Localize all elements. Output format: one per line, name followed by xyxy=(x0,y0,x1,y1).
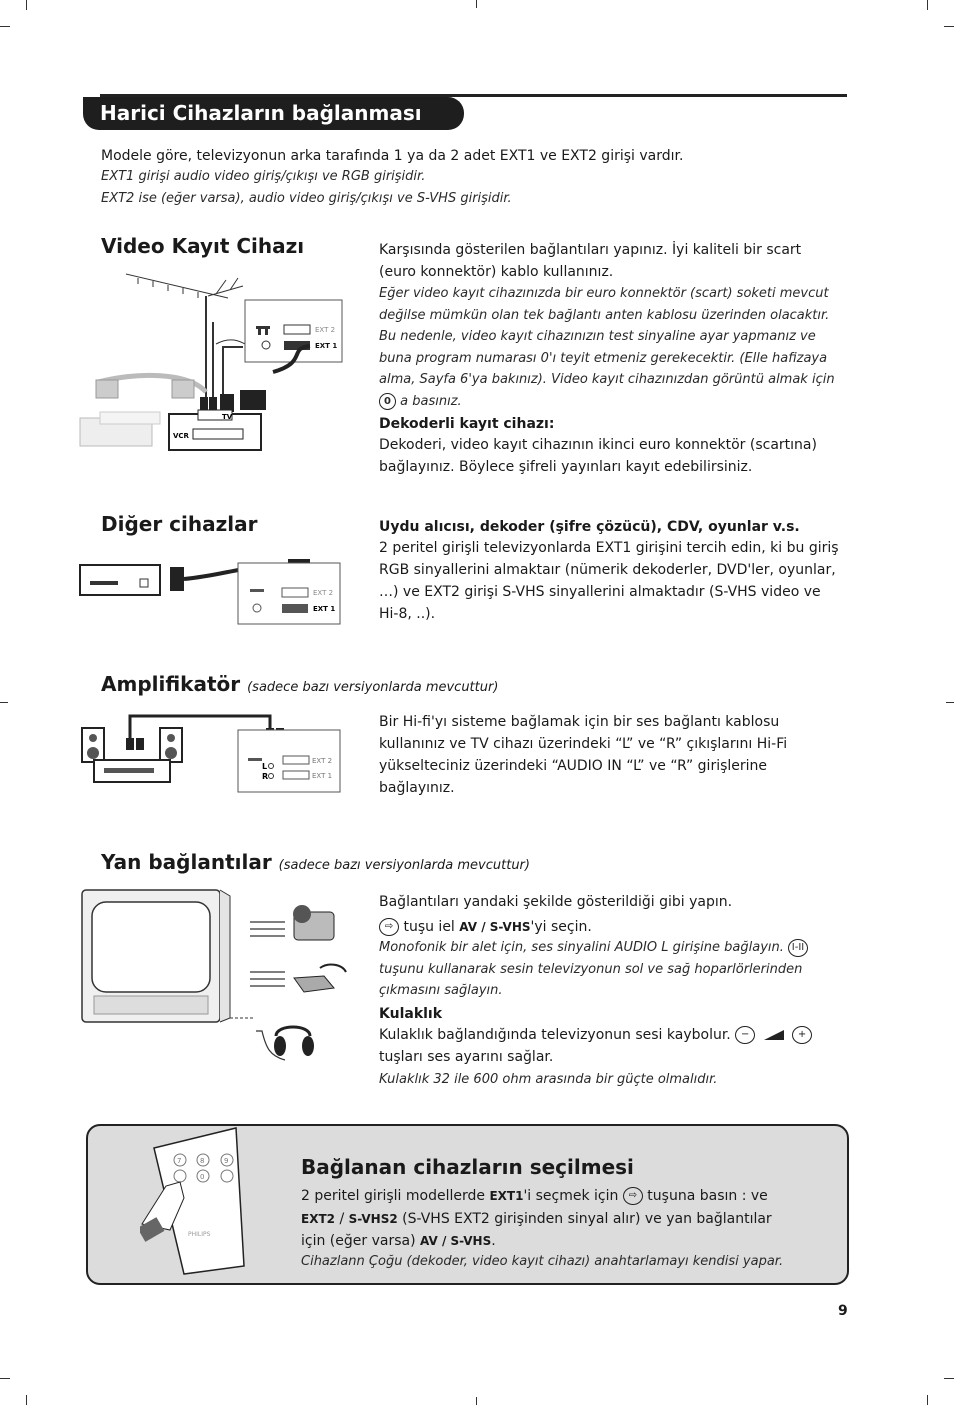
diagram-ext2-label: EXT 2 xyxy=(315,326,336,334)
amp-availability-note: (sadece bazı versiyonlarda mevcuttur) xyxy=(247,680,499,695)
intro-text: Modele göre, televizyonun arka tarafında 1 ya da 2 adet EXT1 ve EXT2 girişi vardır. xyxy=(101,148,684,164)
headphone-text xyxy=(379,1024,841,1068)
remote-key-0-icon: 0 xyxy=(379,393,396,410)
section-title-other: Diğer cihazlar xyxy=(101,512,258,536)
vcr-note-text: Eğer video kayıt cihazınızda bir euro konnektör (scart) soketi mevcut değilse mümkün olan tek bağlantı anten kablosu üzerinden olacaktır. Bu nedenle, video kayıt cihazınızın test sinyaline ayar yapmanız ve buna program numarası 0'ı teyit etmeniz gerekecektir. (Elle hafizaya alma, Sayfa 6'ya bakınız). Video kayıt cihazınızdan görüntü almak için xyxy=(379,286,835,387)
decoder-text: Dekoderi, video kayıt cihazının ikinci euro konnektör (scartına) bağlayınız. Böylece şifreli yayınları kayıt edebilirsiniz. xyxy=(379,437,817,475)
remote-key-0: 0 xyxy=(200,1173,205,1181)
selection-line-2-text: (S-VHS EXT2 girişinden sinyal alır) ve yan bağlantılar xyxy=(402,1211,772,1227)
crop-mark xyxy=(944,26,954,27)
selection-line-3-pre: için (eğer varsa) xyxy=(301,1233,416,1249)
remote-key-9: 9 xyxy=(224,1157,229,1165)
headphone-text-2: tuşları ses ayarını sağlar. xyxy=(379,1049,554,1065)
diagram-ext2-label: EXT 2 xyxy=(313,589,334,597)
volume-minus-icon: − xyxy=(735,1026,755,1044)
volume-icon xyxy=(764,1030,784,1040)
intro-note-ext2: EXT2 ise (eğer varsa), audio video giriş/çıkışı ve S-VHS girişidir. xyxy=(101,191,512,206)
page-title: Harici Cihazların bağlanması xyxy=(83,97,464,130)
selection-title: Bağlanan cihazların seçilmesi xyxy=(301,1155,634,1179)
crop-mark xyxy=(26,0,27,10)
page-number: 9 xyxy=(838,1303,848,1319)
selection-line-3-post: . xyxy=(491,1233,496,1249)
ext1-key-label: EXT1 xyxy=(489,1189,524,1203)
crop-mark xyxy=(927,1395,928,1405)
side-select-text xyxy=(379,916,841,938)
selection-note: Cihazlann Çoğu (dekoder, video kayıt cihazı) anahtarlamayı kendisi yapar. xyxy=(301,1254,784,1269)
sound-mode-icon: I-II xyxy=(788,939,808,957)
diagram-ext2-label: EXT 2 xyxy=(312,757,333,765)
side-text: Bağlantıları yandaki şekilde gösterildiği gibi yapın. xyxy=(379,894,733,910)
side-select-post: 'yi seçin. xyxy=(530,919,592,935)
decoder-title: Dekoderli kayıt cihazı: xyxy=(379,416,555,432)
crop-mark xyxy=(944,1378,954,1379)
other-text: 2 peritel girişli televizyonlarda EXT1 girişini tercih edin, ki bu giriş RGB sinyallerini almaktaır (nümerik dekoderler, DVD'ler, oyunlar, …) ve EXT2 girişi S-VHS sinyallerini almaktadır (S-VHS video ve Hi-8, ..). xyxy=(379,540,839,622)
crop-mark xyxy=(0,26,10,27)
av-svhs-key-label: AV / S-VHS xyxy=(420,1234,492,1248)
diagram-l-label: L xyxy=(262,762,268,771)
diagram-ext1-label: EXT 1 xyxy=(312,772,333,780)
side-select-pre: tuşu iel xyxy=(403,919,455,935)
remote-key-8: 8 xyxy=(200,1157,205,1165)
selection-line-1 xyxy=(301,1185,841,1207)
side-mono-text: Monofonik bir alet için, ses sinyalini AUDIO L girişine bağlayın. xyxy=(379,940,784,955)
side-title-text: Yan bağlantılar xyxy=(101,850,272,874)
intro-note-ext1: EXT1 girişi audio video giriş/çıkışı ve RGB girişidir. xyxy=(101,169,426,184)
section-title-amp xyxy=(101,672,498,696)
svhs2-key-label: S-VHS2 xyxy=(348,1212,398,1226)
crop-mark xyxy=(946,702,954,703)
amp-text: Bir Hi-fi'yı sisteme bağlamak için bir ses bağlantı kablosu kullanınız ve TV cihazı üzerindeki “L” ve “R” çıkışlarını Hi-Fi yükselteciniz üzerindeki “AUDIO IN “L” ve “R” girişlerine bağlayınız. xyxy=(379,714,788,796)
other-devices-diagram xyxy=(78,553,344,627)
selection-line-1-mid: 'i seçmek için xyxy=(523,1188,619,1204)
section-title-vcr: Video Kayıt Cihazı xyxy=(101,234,305,258)
amp-title-text: Amplifikatör xyxy=(101,672,241,696)
vcr-connection-diagram xyxy=(78,262,346,454)
side-mono-note xyxy=(379,937,841,1002)
crop-mark xyxy=(927,0,928,10)
diagram-ext1-label: EXT 1 xyxy=(315,342,338,350)
section-title-side xyxy=(101,850,530,874)
ext2-key-label: EXT2 xyxy=(301,1212,335,1226)
selection-line-2 xyxy=(301,1208,841,1230)
side-connections-diagram xyxy=(80,888,352,1078)
selection-separator: / xyxy=(339,1211,345,1227)
source-select-icon: ⇨ xyxy=(379,918,399,936)
diagram-vcr-label: VCR xyxy=(173,432,189,440)
headphone-title: Kulaklık xyxy=(379,1006,443,1022)
crop-mark xyxy=(476,0,477,8)
selection-line-3 xyxy=(301,1230,841,1252)
crop-mark xyxy=(0,1378,10,1379)
diagram-r-label: R xyxy=(262,772,269,781)
crop-mark xyxy=(26,1395,27,1405)
amplifier-diagram xyxy=(80,708,344,794)
volume-plus-icon: + xyxy=(792,1026,812,1044)
side-availability-note: (sadece bazı versiyonlarda mevcuttur) xyxy=(278,858,530,873)
vcr-note-end: a basınız. xyxy=(400,393,462,409)
source-select-icon: ⇨ xyxy=(623,1187,643,1205)
vcr-note xyxy=(379,283,841,412)
crop-mark xyxy=(0,702,8,703)
other-subtitle: Uydu alıcısı, dekoder (şifre çözücü), CDV, oyunlar v.s. xyxy=(379,519,800,535)
headphone-note: Kulaklık 32 ile 600 ohm arasında bir güçte olmalıdır. xyxy=(379,1072,718,1087)
diagram-ext1-label: EXT 1 xyxy=(313,605,336,613)
remote-brand: PHILIPS xyxy=(188,1231,211,1238)
side-mono-text-end: tuşunu kullanarak sesin televizyonun sol ve sağ hoparlörlerinden çıkmasını sağlayın. xyxy=(379,961,803,998)
headphone-text-1: Kulaklık bağlandığında televizyonun sesi kaybolur. xyxy=(379,1027,731,1043)
remote-control-illustration xyxy=(140,1126,252,1278)
av-svhs-key-label: AV / S-VHS xyxy=(459,920,531,934)
selection-line-1-pre: 2 peritel girişli modellerde xyxy=(301,1188,485,1204)
remote-key-7: 7 xyxy=(177,1157,182,1165)
crop-mark xyxy=(476,1397,477,1405)
diagram-tv-label: TV xyxy=(222,413,233,421)
vcr-intro-text: Karşısında gösterilen bağlantıları yapınız. İyi kaliteli bir scart (euro konnektör) kablo kullanınız. xyxy=(379,242,802,280)
selection-line-1-post: tuşuna basın : ve xyxy=(647,1188,768,1204)
